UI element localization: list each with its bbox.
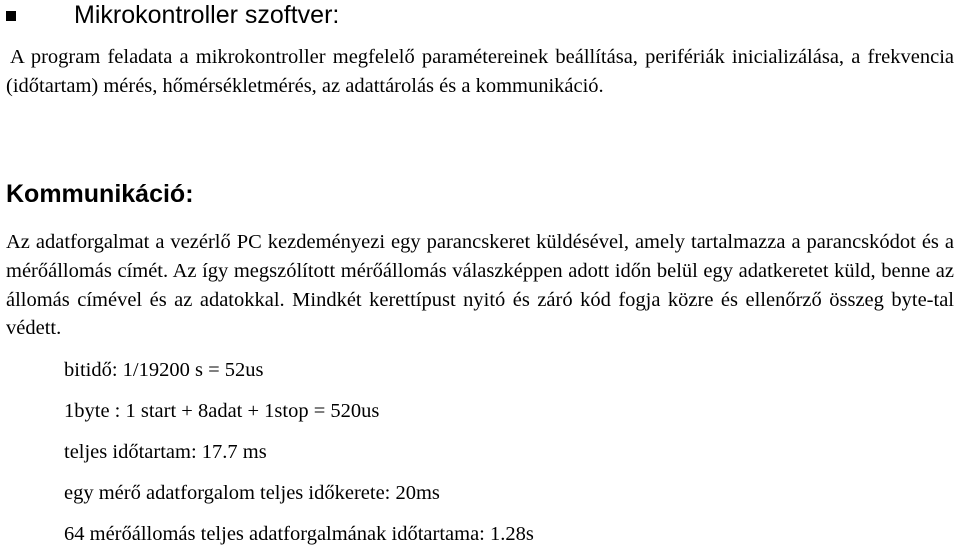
square-bullet-icon — [6, 11, 16, 21]
stat-line-bit-time: bitidő: 1/19200 s = 52us — [64, 359, 264, 381]
section-title-communication: Kommunikáció: — [6, 180, 194, 208]
stat-line-meter-time-frame: egy mérő adatforgalom teljes időkerete: 20ms — [64, 482, 440, 504]
stat-line-byte-time: 1byte : 1 start + 8adat + 1stop = 520us — [64, 400, 380, 422]
communication-paragraph: Az adatforgalmat a vezérlő PC kezdeményezi egy parancskeret küldésével, amely tartalmazza a parancskódot és a mérőállomás címét. Az így megszólított mérőállomás válaszképpen adott időn belül egy adatkeretet küld, benne az állomás címével és az adatokkal. Mindkét kerettípust nyitó és záró kód fogja közre és ellenőrző összeg byte-tal védett. — [6, 231, 954, 340]
bullet-heading — [6, 0, 339, 30]
stat-line-total-duration: teljes időtartam: 17.7 ms — [64, 441, 267, 463]
intro-paragraph: A program feladata a mikrokontroller megfelelő paramétereinek beállítása, perifériák inicializálása, a frekvencia (időtartam) mérés, hőmérsékletmérés, az adattárolás és a kommunikáció. — [6, 46, 954, 97]
stat-line-all-stations-duration: 64 mérőállomás teljes adatforgalmának időtartama: 1.28s — [64, 523, 534, 545]
heading-text: Mikrokontroller szoftver: — [74, 1, 340, 29]
